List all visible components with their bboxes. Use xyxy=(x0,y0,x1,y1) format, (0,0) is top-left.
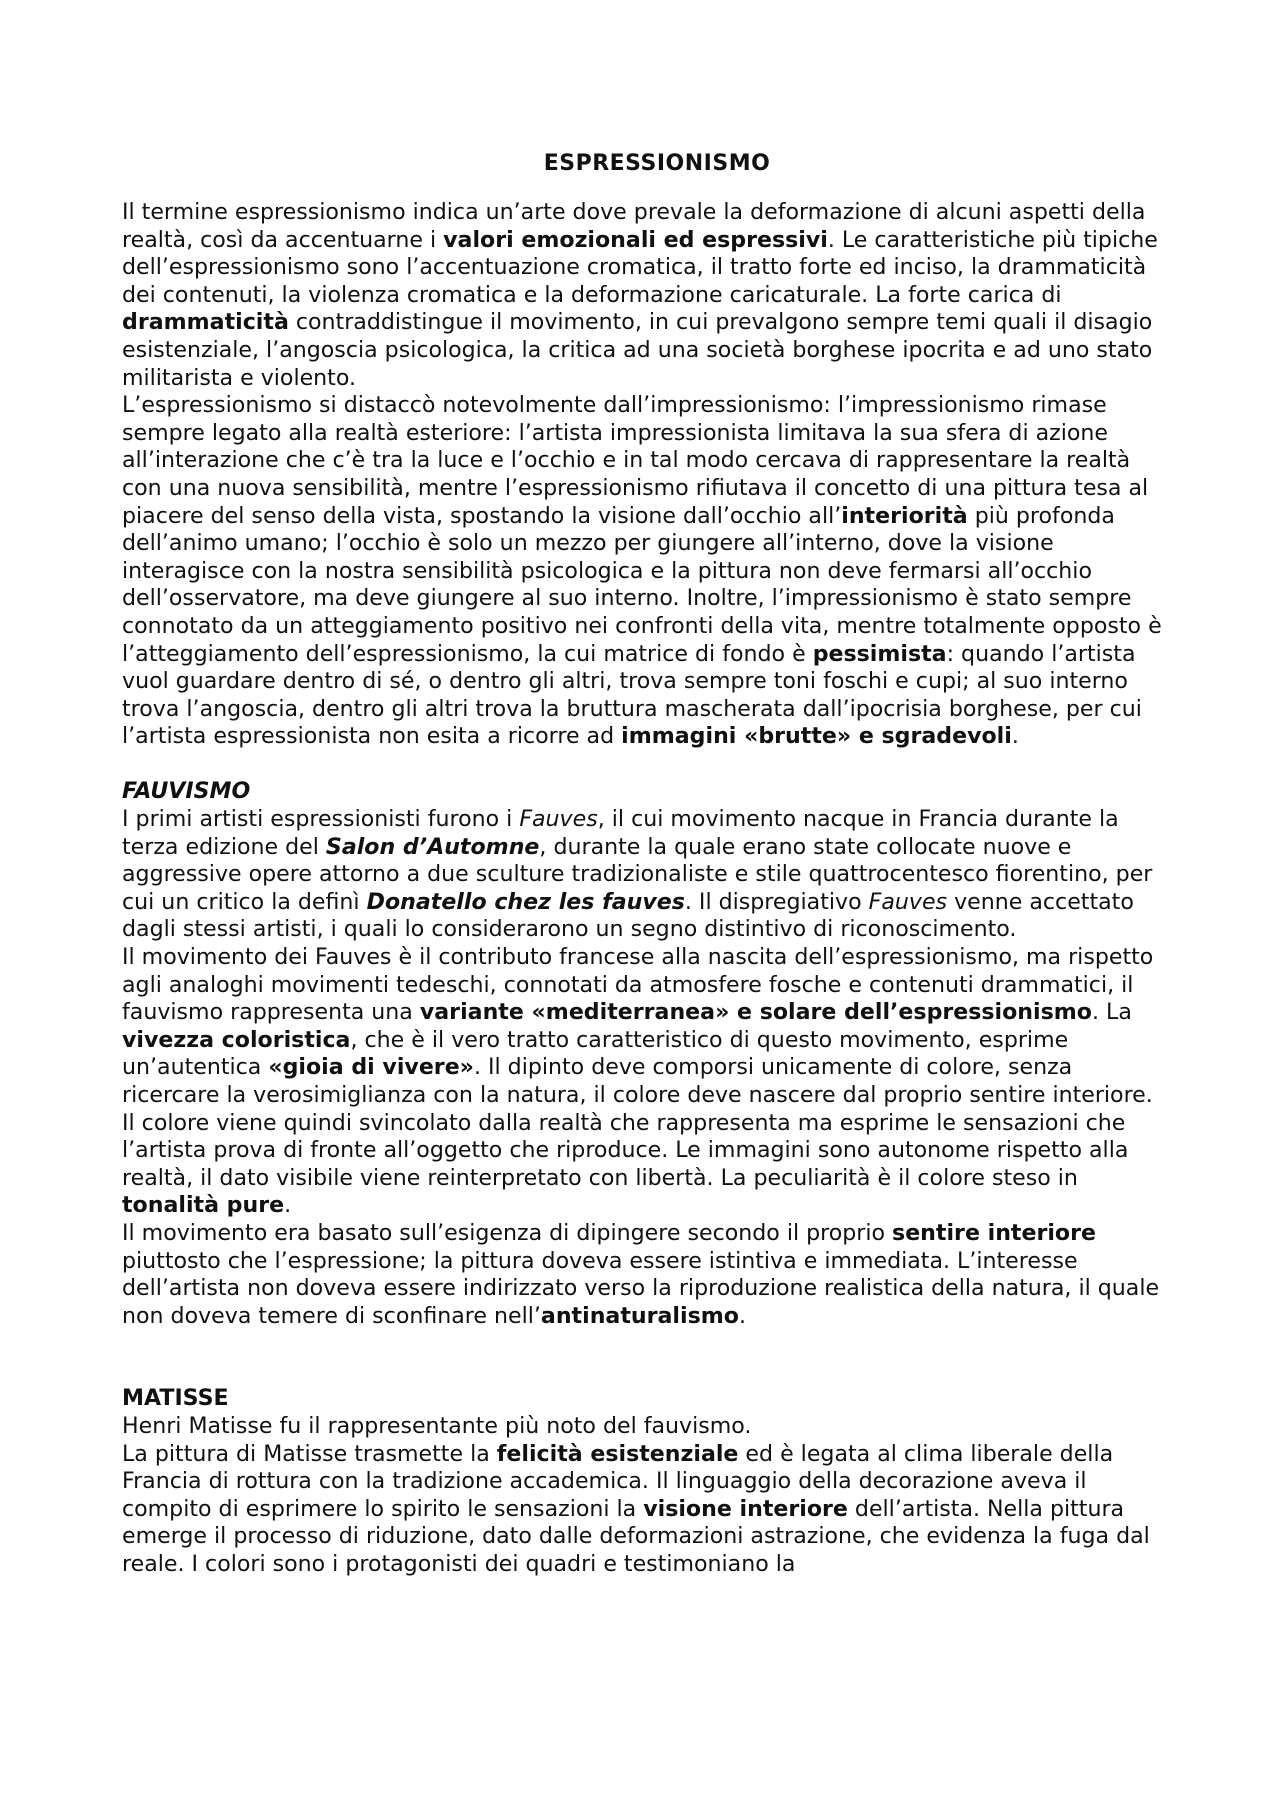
text-run: Il movimento dei Fauves è il contributo francese alla nascita dell’espressionismo, ma rispetto agli analoghi movimenti tedeschi, connotati da atmosfere fosche e contenuti drammatici, il fauvismo rappresenta una xyxy=(122,944,1154,1026)
text-run: Salon d’Automne xyxy=(325,833,540,860)
text-run: Il termine espressionismo indica un’arte dove prevale la deformazione di alcuni aspetti della realtà, così da accentuarne i xyxy=(122,199,1146,253)
text-run: . xyxy=(738,1302,746,1329)
text-run: Henri Matisse fu il rappresentante più noto del fauvismo. xyxy=(122,1412,752,1439)
text-run: Fauves xyxy=(519,806,598,833)
text-run: piuttosto che l’espressione; la pittura doveva essere istintiva e immediata. L’interesse dell’artista non doveva essere indirizzato verso la riproduzione realistica della natura, il quale non doveva temere di sconfinare nell’ xyxy=(122,1247,1160,1329)
text-run: , che è il vero tratto caratteristico di questo movimento, esprime un’autentica xyxy=(122,1026,1069,1081)
fauvismo-paragraph-1 xyxy=(122,806,1168,944)
text-run: Donatello chez les fauves xyxy=(366,888,685,915)
text-run: Fauves xyxy=(868,888,948,915)
text-run: contraddistingue il movimento, in cui prevalgono sempre temi quali il disagio esistenziale, l’angoscia psicologica, la critica ad una società borghese ipocrita e ad uno stato militarista e violento. xyxy=(122,309,1153,391)
text-run: L’espressionismo si distaccò notevolmente dall’impressionismo: l’impressionismo rimase sempre legato alla realtà esteriore: l’artista impressionista limitava la sua sfera di azione all’interazione che c’è tra la luce e l’occhio e in tal modo cercava di rappresentare la realtà con una nuova sensibilità, mentre l’espressionismo rifiutava il concetto di una pittura tesa al piacere del senso della vista, spostando la visione dall’occhio all’ xyxy=(122,392,1149,529)
text-run: visione interiore xyxy=(643,1495,848,1522)
text-run: tonalità pure xyxy=(122,1192,285,1219)
text-run: . Il dispregiativo xyxy=(684,888,869,915)
text-run: venne accettato dagli stessi artisti, i quali lo considerarono un segno distintivo di riconoscimento. xyxy=(122,888,1134,943)
text-run: ed è legata al clima liberale della Francia di rottura con la tradizione accademica. Il linguaggio della decorazione aveva il compito di esprimere lo spirito le sensazioni la xyxy=(122,1440,1114,1522)
text-run: vivezza coloristica xyxy=(122,1026,351,1053)
text-run: . xyxy=(284,1192,292,1219)
text-run: interiorità xyxy=(841,502,968,529)
section-heading-fauvismo: FAUVISMO xyxy=(122,778,251,805)
matisse-paragraph-2 xyxy=(122,1441,1168,1579)
matisse-paragraph-1 xyxy=(122,1413,1168,1441)
text-run: I primi artisti espressionisti furono i xyxy=(122,806,520,833)
text-run: antinaturalismo xyxy=(540,1302,739,1329)
text-run: , durante la quale erano state collocate nuove e aggressive opere attorno a due sculture tradizionaliste e stile quattrocentesco fiorentino, per cui un critico la definì xyxy=(122,833,1153,915)
fauvismo-paragraph-2 xyxy=(122,944,1168,1220)
text-run: . xyxy=(1011,723,1019,750)
text-run: più profonda dell’animo umano; l’occhio è solo un mezzo per giungere all’interno, dove la visione interagisce con la nostra sensibilità psicologica e la pittura non deve fermarsi all’occhio dell’osservatore, ma deve giungere al suo interno. Inoltre, l’impressionismo è stato sempre connotato da un atteggiamento positivo nei confronti della vita, mentre totalmente opposto è l’atteggiamento dell’espressionismo, la cui matrice di fondo è xyxy=(122,502,1162,667)
text-run: , il cui movimento nacque in Francia durante la terza edizione del xyxy=(122,806,1119,860)
spacer xyxy=(122,1330,1168,1385)
spacer xyxy=(122,751,1168,779)
intro-paragraph-1 xyxy=(122,199,1168,392)
intro-paragraph-2 xyxy=(122,392,1168,751)
text-run: . La xyxy=(1091,999,1132,1026)
section-heading-matisse: MATISSE xyxy=(122,1385,229,1412)
text-run: «gioia di vivere» xyxy=(268,1054,474,1081)
text-run: pessimista xyxy=(812,640,947,667)
fauvismo-paragraph-3 xyxy=(122,1220,1168,1330)
text-run: dell’artista. Nella pittura emerge il processo di riduzione, dato dalle deformazioni astrazione, che evidenza la fuga dal reale. I colori sono i protagonisti dei quadri e testimoniano la xyxy=(122,1495,1150,1577)
text-run: sentire interiore xyxy=(892,1219,1096,1246)
text-run: . Il dipinto deve comporsi unicamente di colore, senza ricercare la verosimiglianza con la natura, il colore deve nascere dal proprio sentire interiore. Il colore viene quindi svincolato dalla realtà che rappresenta ma esprime le sensazioni che l’artista prova di fronte all’oggetto che riproduce. Le immagini sono autonome rispetto alla realtà, il dato visibile viene reinterpretato con libertà. La peculiarità è il colore steso in xyxy=(122,1054,1153,1191)
text-run: variante «mediterranea» e solare dell’espressionismo xyxy=(419,999,1092,1026)
text-run: felicità esistenziale xyxy=(496,1440,739,1467)
text-run: . Le caratteristiche più tipiche dell’espressionismo sono l’accentuazione cromatica, il tratto forte ed inciso, la drammaticità dei contenuti, la violenza cromatica e la deformazione caricaturale. La forte carica di xyxy=(122,226,1158,308)
text-run: Il movimento era basato sull’esigenza di dipingere secondo il proprio xyxy=(122,1219,893,1246)
text-run: drammaticità xyxy=(122,309,289,336)
text-run: immagini «brutte» e sgradevoli xyxy=(621,723,1012,750)
text-run: valori emozionali ed espressivi xyxy=(443,226,828,253)
document-title: ESPRESSIONISMO xyxy=(543,151,771,176)
text-run: : quando l’artista vuol guardare dentro di sé, o dentro gli altri, trova sempre toni foschi e cupi; al suo interno trova l’angoscia, dentro gli altri trova la bruttura mascherata dall’ipocrisia borghese, per cui l’artista espressionista non esita a ricorre ad xyxy=(122,640,1142,750)
text-run: La pittura di Matisse trasmette la xyxy=(122,1440,497,1467)
